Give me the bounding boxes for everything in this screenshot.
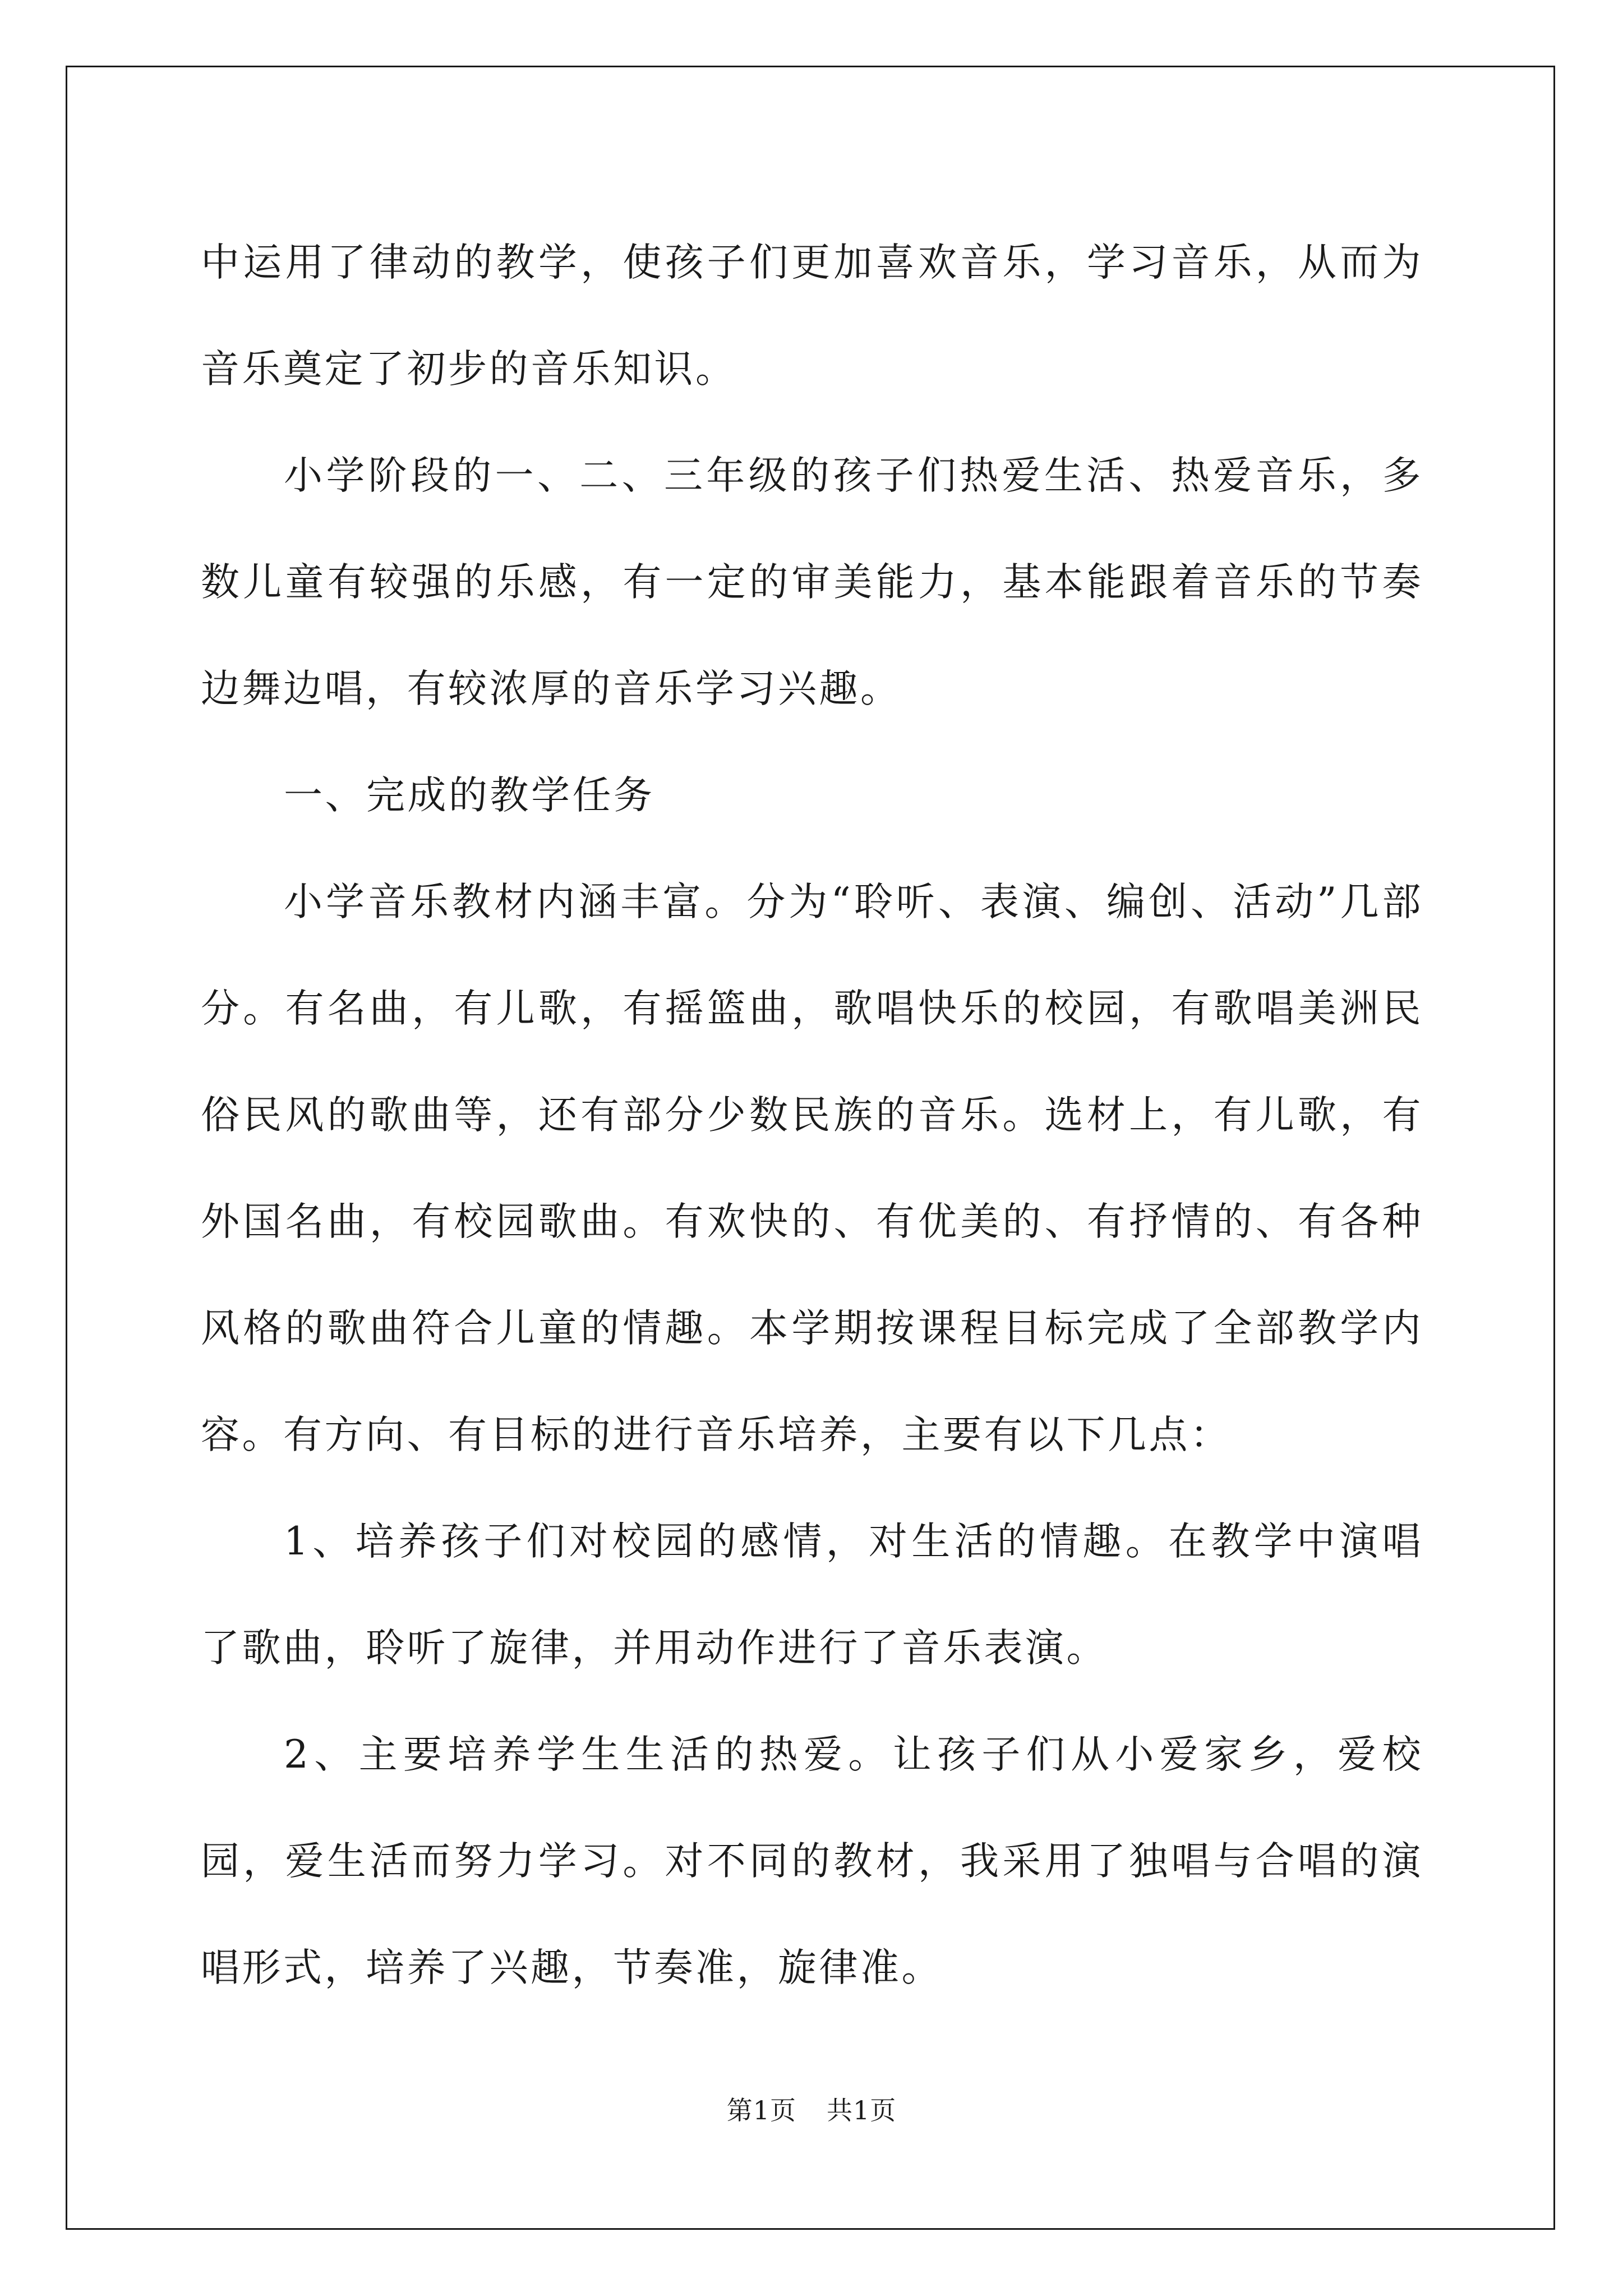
page-number-current: 第1页 [726,2095,796,2125]
page-number-total: 共1页 [827,2095,897,2125]
list-item-1: 1、培养孩子们对校园的感情，对生活的情趣。在教学中演唱了歌曲，聆听了旋律，并用动作进行了音乐表演。 [201,1519,1423,1671]
section-heading: 一、完成的教学任务 [284,773,655,818]
paragraph-teaching-materials: 小学音乐教材内涵丰富。分为“聆听、表演、编创、活动”几部分。有名曲，有儿歌，有摇篮曲，歌唱快乐的校园，有歌唱美洲民俗民风的歌曲等，还有部分少数民族的音乐。选材上，有儿歌，有外国名曲，有校园歌曲。有欢快的、有优美的、有抒情的、有各种风格的歌曲符合儿童的情趣。本学期按课程目标完成了全部教学内容。有方向、有目标的进行音乐培养，主要有以下几点： [201,880,1423,1457]
paragraph-student-overview: 小学阶段的一、二、三年级的孩子们热爱生活、热爱音乐，多数儿童有较强的乐感，有一定的审美能力，基本能跟着音乐的节奏边舞边唱，有较浓厚的音乐学习兴趣。 [201,453,1423,711]
paragraph-continuation: 中运用了律动的教学，使孩子们更加喜欢音乐，学习音乐，从而为音乐奠定了初步的音乐知识。 [201,240,1423,392]
page-footer [0,2093,1623,2127]
list-item-2: 2、主要培养学生生活的热爱。让孩子们从小爱家乡，爱校园，爱生活而努力学习。对不同的教材，我采用了独唱与合唱的演唱形式，培养了兴趣，节奏准，旋律准。 [201,1732,1423,1990]
document-body [201,209,1423,2021]
